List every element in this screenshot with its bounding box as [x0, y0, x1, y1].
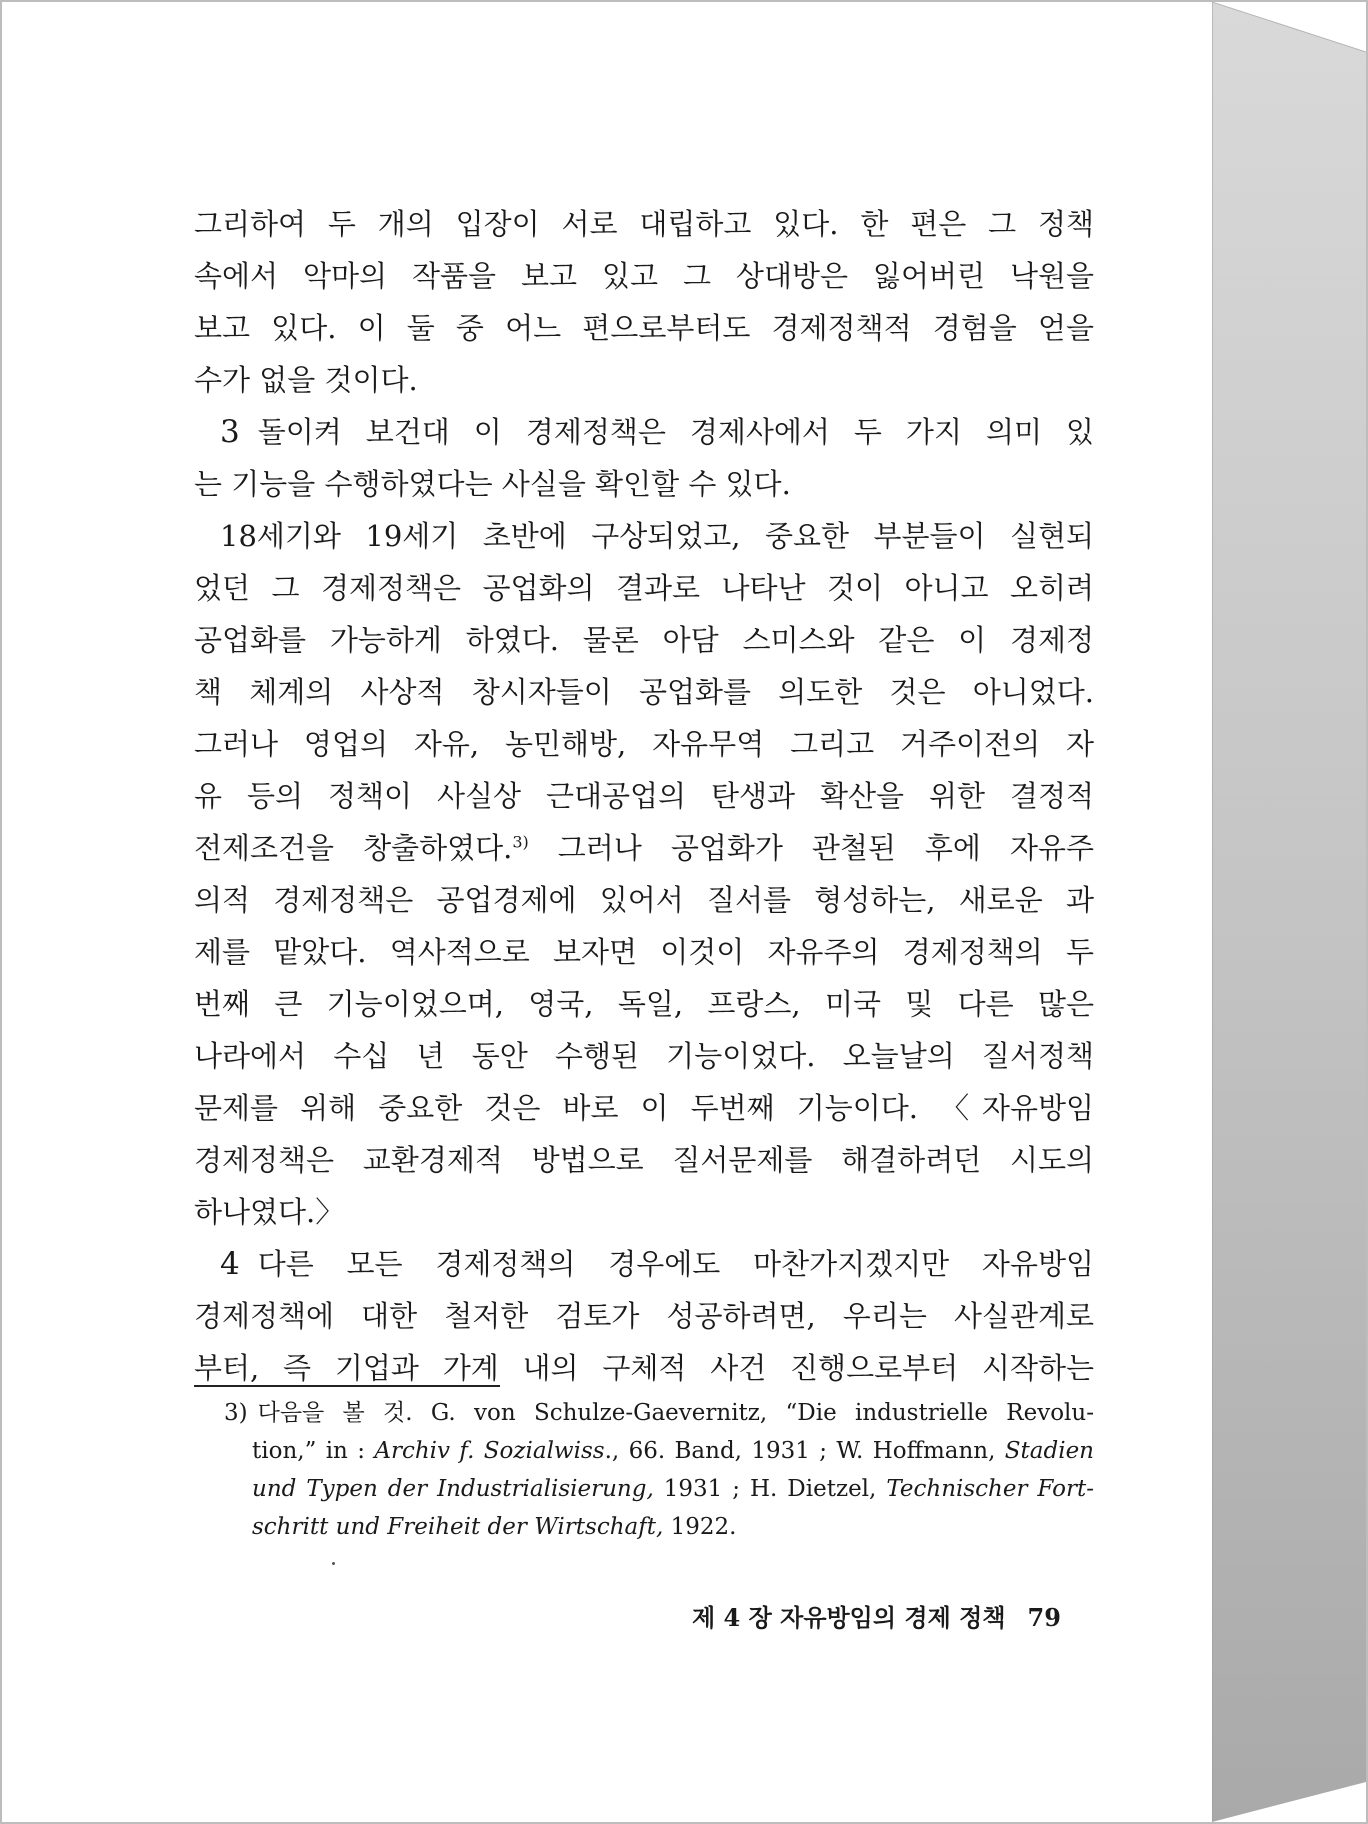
text-line: 는 기능을 수행하였다는 사실을 확인할 수 있다. — [194, 467, 791, 501]
text-line: 수가 없을 것이다. — [194, 363, 418, 397]
text-line: 경제정책은 교환경제적 방법으로 질서문제를 해결하려던 시도의 — [194, 1143, 1094, 1177]
footnote-line: tion,” in : Archiv f. Sozialwiss., 66. Band, 1931 ; W. Hoffmann, Stadien — [252, 1438, 1094, 1464]
paragraph-4 — [194, 1238, 1094, 1394]
text-line: 경제정책에 대한 철저한 검토가 성공하려면, 우리는 사실관계로 — [194, 1299, 1094, 1333]
text-line: 유 등의 정책이 사실상 근대공업의 탄생과 확산을 위한 결정적 — [194, 779, 1094, 813]
text-line: 하나였다.〉 — [194, 1195, 345, 1229]
text-line: 3 돌이켜 보건대 이 경제정책은 경제사에서 두 가지 의미 있 — [220, 414, 1094, 450]
text-line: 책 체계의 사상적 창시자들이 공업화를 의도한 것은 아니었다. — [194, 675, 1094, 709]
text-line: 공업화를 가능하게 하였다. 물론 아담 스미스와 같은 이 경제정 — [194, 623, 1094, 657]
paragraph-2 — [194, 406, 1094, 510]
footnote-number: 3) — [224, 1400, 248, 1426]
footnote-reference[interactable]: 3) — [512, 832, 529, 852]
edge-face — [1212, 2, 1366, 1822]
section-number-4: 4 — [220, 1246, 240, 1282]
footnote-line: 3) 다음을 볼 것. G. von Schulze-Gaevernitz, “Die industrielle Revolu- — [224, 1400, 1094, 1426]
text-line: 부터, 즉 기업과 가계 내의 구체적 사건 진행으로부터 시작하는 — [194, 1351, 1094, 1385]
text-line: 번째 큰 기능이었으며, 영국, 독일, 프랑스, 미국 및 다른 많은 — [194, 987, 1094, 1021]
scan-speck — [332, 1562, 335, 1565]
footnote-line: schritt und Freiheit der Wirtschaft, 1922. — [252, 1514, 737, 1540]
text-line: 18세기와 19세기 초반에 구상되었고, 중요한 부분들이 실현되 — [220, 519, 1094, 553]
body-text — [194, 198, 1094, 1394]
section-number-3: 3 — [220, 414, 240, 450]
text-line: 문제를 위해 중요한 것은 바로 이 두번째 기능이다. 〈자유방임 — [194, 1091, 1094, 1125]
paragraph-3 — [194, 510, 1094, 1238]
book-edge-3d — [1212, 2, 1366, 1822]
text-line: 4 다른 모든 경제정책의 경우에도 마찬가지겠지만 자유방임 — [220, 1246, 1094, 1282]
page-number: 79 — [1027, 1603, 1061, 1632]
text-line: 의적 경제정책은 공업경제에 있어서 질서를 형성하는, 새로운 과 — [194, 883, 1094, 917]
book-edge-graphic — [1212, 2, 1366, 1822]
text-line: 었던 그 경제정책은 공업화의 결과로 나타난 것이 아니고 오히려 — [194, 571, 1094, 605]
paragraph-1 — [194, 198, 1094, 406]
page-surface — [2, 2, 1212, 1822]
text-line: 그러나 영업의 자유, 농민해방, 자유무역 그리고 거주이전의 자 — [194, 727, 1094, 761]
text-line: 속에서 악마의 작품을 보고 있고 그 상대방은 잃어버린 낙원을 — [194, 259, 1094, 293]
text-line: 그리하여 두 개의 입장이 서로 대립하고 있다. 한 편은 그 정책 — [194, 207, 1094, 241]
running-footer — [692, 1598, 1072, 1633]
footnote-3 — [224, 1394, 1094, 1546]
text-line: 나라에서 수십 년 동안 수행된 기능이었다. 오늘날의 질서정책 — [194, 1039, 1094, 1073]
text-line: 제를 맡았다. 역사적으로 보자면 이것이 자유주의 경제정책의 두 — [194, 935, 1094, 969]
footnote-line: und Typen der Industrialisierung, 1931 ; H. Dietzel, Technischer Fort- — [252, 1476, 1094, 1502]
text-line: 보고 있다. 이 둘 중 어느 편으로부터도 경제정책적 경험을 얻을 — [194, 311, 1094, 345]
chapter-title: 제 4 장 자유방임의 경제 정책 — [692, 1603, 1006, 1632]
text-line: 전제조건을 창출하였다.$^{3)}$ 그러나 공업화가 관철된 후에 자유주 — [194, 831, 1094, 865]
footnote-divider — [194, 1385, 500, 1387]
